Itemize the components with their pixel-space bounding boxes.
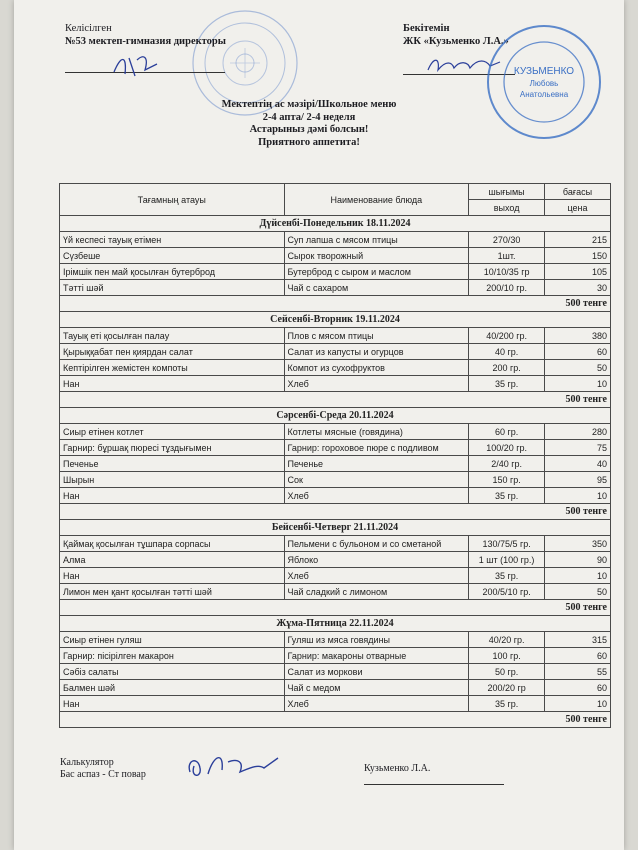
dish-qty: 40/200 гр. [469,328,545,344]
stamp-name: КУЗЬМЕНКО [513,66,575,77]
menu-item-row [60,264,611,280]
dish-qty: 200/5/10 гр. [469,584,545,600]
dish-name-kz: Нан [60,488,285,504]
dish-name-ru: Пельмени с бульоном и со сметаной [284,536,469,552]
stamp-firstname: Любовь [529,79,559,88]
dish-name-ru: Чай сладкий с лимоном [284,584,469,600]
dish-name-ru: Хлеб [284,568,469,584]
day-total-row [60,504,611,520]
menu-item-row [60,360,611,376]
menu-item-row [60,568,611,584]
dish-price: 10 [545,696,611,712]
menu-item-row [60,664,611,680]
dish-price: 90 [545,552,611,568]
dish-name-kz: Сиыр етінен котлет [60,424,285,440]
dish-name-ru: Яблоко [284,552,469,568]
header-price-ru: цена [545,200,611,216]
dish-name-ru: Гарнир: гороховое пюре с подливом [284,440,469,456]
menu-item-row [60,632,611,648]
menu-item-row [60,696,611,712]
dish-name-ru: Суп лапша с мясом птицы [284,232,469,248]
dish-name-kz: Сүзбеше [60,248,285,264]
dish-name-ru: Хлеб [284,488,469,504]
dish-name-ru: Чай с сахаром [284,280,469,296]
dish-qty: 35 гр. [469,376,545,392]
dish-name-ru: Бутерброд с сыром и маслом [284,264,469,280]
menu-body [60,216,611,728]
menu-item-row [60,472,611,488]
day-total: 500 тенге [60,296,611,312]
day-total-row [60,600,611,616]
menu-item-row [60,280,611,296]
menu-item-row [60,584,611,600]
day-header-row [60,616,611,632]
calculator-block [60,757,146,781]
menu-table [59,183,611,728]
dish-qty: 200 гр. [469,360,545,376]
menu-item-row [60,376,611,392]
dish-name-kz: Қаймақ қосылған тұшпара сорпасы [60,536,285,552]
dish-name-ru: Гарнир: макароны отварные [284,648,469,664]
day-title: Сейсенбі-Вторник 19.11.2024 [60,312,611,328]
dish-price: 40 [545,456,611,472]
dish-name-ru: Гуляш из мяса говядины [284,632,469,648]
calculator-label: Калькулятор [60,757,114,768]
agreed-block [65,22,226,48]
dish-name-kz: Алма [60,552,285,568]
dish-name-ru: Плов с мясом птицы [284,328,469,344]
dish-qty: 200/20 гр [469,680,545,696]
dish-qty: 60 гр. [469,424,545,440]
dish-price: 30 [545,280,611,296]
dish-price: 315 [545,632,611,648]
dish-qty: 150 гр. [469,472,545,488]
header-price-kz: бағасы [545,184,611,200]
day-total: 500 тенге [60,392,611,408]
dish-name-kz: Кептірілген жемістен компоты [60,360,285,376]
dish-name-ru: Котлеты мясные (говядина) [284,424,469,440]
dish-qty: 50 гр. [469,664,545,680]
dish-name-kz: Нан [60,376,285,392]
approved-label: Бекітемін [403,23,450,34]
dish-name-ru: Компот из сухофруктов [284,360,469,376]
title-line-3: Астарыныз дәмі болсын! [249,124,369,135]
menu-item-row [60,232,611,248]
director-title: №53 мектеп-гимназия директоры [65,36,226,47]
dish-price: 50 [545,584,611,600]
dish-name-kz: Балмен шәй [60,680,285,696]
menu-item-row [60,648,611,664]
dish-qty: 35 гр. [469,568,545,584]
day-header-row [60,216,611,232]
dish-name-kz: Үй кеспесі тауық етімен [60,232,285,248]
dish-name-kz: Печенье [60,456,285,472]
dish-qty: 35 гр. [469,488,545,504]
dish-qty: 100 гр. [469,648,545,664]
stamp-patronymic: Анатольевна [519,90,569,99]
dish-price: 10 [545,376,611,392]
day-title: Дүйсенбі-Понедельник 18.11.2024 [60,216,611,232]
dish-qty: 130/75/5 гр. [469,536,545,552]
menu-item-row [60,536,611,552]
dish-name-kz: Нан [60,696,285,712]
dish-name-ru: Хлеб [284,696,469,712]
header-qty-ru: выход [469,200,545,216]
dish-price: 75 [545,440,611,456]
dish-price: 350 [545,536,611,552]
dish-name-kz: Тәтті шәй [60,280,285,296]
manager-signature-line [364,784,504,785]
menu-item-row [60,552,611,568]
dish-name-ru: Сырок творожный [284,248,469,264]
day-total: 500 тенге [60,712,611,728]
day-total-row [60,712,611,728]
menu-title [144,99,474,149]
dish-price: 10 [545,568,611,584]
dish-price: 150 [545,248,611,264]
dish-qty: 2/40 гр. [469,456,545,472]
manager-name: Кузьменко Л.А. [364,763,431,774]
menu-item-row [60,440,611,456]
day-total-row [60,392,611,408]
dish-qty: 40/20 гр. [469,632,545,648]
dish-name-kz: Лимон мен қант қосылған тәтті шәй [60,584,285,600]
dish-name-kz: Гарнир: бұршақ пюресі тұздығымен [60,440,285,456]
entrepreneur-stamp [484,22,604,142]
chef-label: Бас аспаз - Ст повар [60,769,146,780]
dish-name-kz: Ірімшік пен май қосылған бутерброд [60,264,285,280]
menu-item-row [60,680,611,696]
director-signature [109,50,169,80]
dish-price: 105 [545,264,611,280]
menu-item-row [60,328,611,344]
day-header-row [60,520,611,536]
dish-price: 60 [545,648,611,664]
day-title: Жұма-Пятница 22.11.2024 [60,616,611,632]
dish-name-kz: Нан [60,568,285,584]
dish-name-ru: Сок [284,472,469,488]
dish-price: 280 [545,424,611,440]
dish-name-kz: Гарнир: пісірілген макарон [60,648,285,664]
day-title: Бейсенбі-Четверг 21.11.2024 [60,520,611,536]
dish-name-kz: Тауық еті қосылған палау [60,328,285,344]
dish-price: 50 [545,360,611,376]
day-total: 500 тенге [60,504,611,520]
dish-qty: 200/10 гр. [469,280,545,296]
menu-item-row [60,344,611,360]
day-title: Сәрсенбі-Среда 20.11.2024 [60,408,611,424]
header-name-kz: Тағамның атауы [60,184,285,216]
dish-qty: 35 гр. [469,696,545,712]
dish-qty: 10/10/35 гр [469,264,545,280]
dish-name-kz: Сиыр етінен гуляш [60,632,285,648]
dish-name-ru: Чай с медом [284,680,469,696]
menu-item-row [60,248,611,264]
dish-name-ru: Печенье [284,456,469,472]
dish-name-kz: Шырын [60,472,285,488]
dish-price: 55 [545,664,611,680]
menu-item-row [60,424,611,440]
dish-price: 60 [545,344,611,360]
title-line-4: Приятного аппетита! [258,136,360,148]
dish-name-ru: Салат из капусты и огурцов [284,344,469,360]
agreed-label: Келісілген [65,23,112,34]
dish-qty: 1 шт (100 гр.) [469,552,545,568]
header-name-ru: Наименование блюда [284,184,469,216]
approver-name: ЖК «Кузьменко Л.А.» [403,36,509,47]
dish-price: 380 [545,328,611,344]
dish-qty: 100/20 гр. [469,440,545,456]
dish-name-ru: Салат из моркови [284,664,469,680]
day-total: 500 тенге [60,600,611,616]
approved-block [403,22,509,48]
day-total-row [60,296,611,312]
dish-price: 10 [545,488,611,504]
dish-qty: 270/30 [469,232,545,248]
day-header-row [60,408,611,424]
header-qty-kz: шығымы [469,184,545,200]
day-header-row [60,312,611,328]
menu-item-row [60,456,611,472]
dish-qty: 1шт. [469,248,545,264]
title-line-2: 2-4 апта/ 2-4 неделя [262,111,356,123]
dish-name-ru: Хлеб [284,376,469,392]
menu-item-row [60,488,611,504]
dish-price: 215 [545,232,611,248]
document-page [14,0,624,850]
dish-price: 60 [545,680,611,696]
chef-signature [184,748,284,784]
dish-name-kz: Қырыққабат пен қиярдан салат [60,344,285,360]
dish-price: 95 [545,472,611,488]
dish-name-kz: Сәбіз салаты [60,664,285,680]
title-line-1: Мектептің ас мәзірі/Школьное меню [221,99,397,110]
dish-qty: 40 гр. [469,344,545,360]
